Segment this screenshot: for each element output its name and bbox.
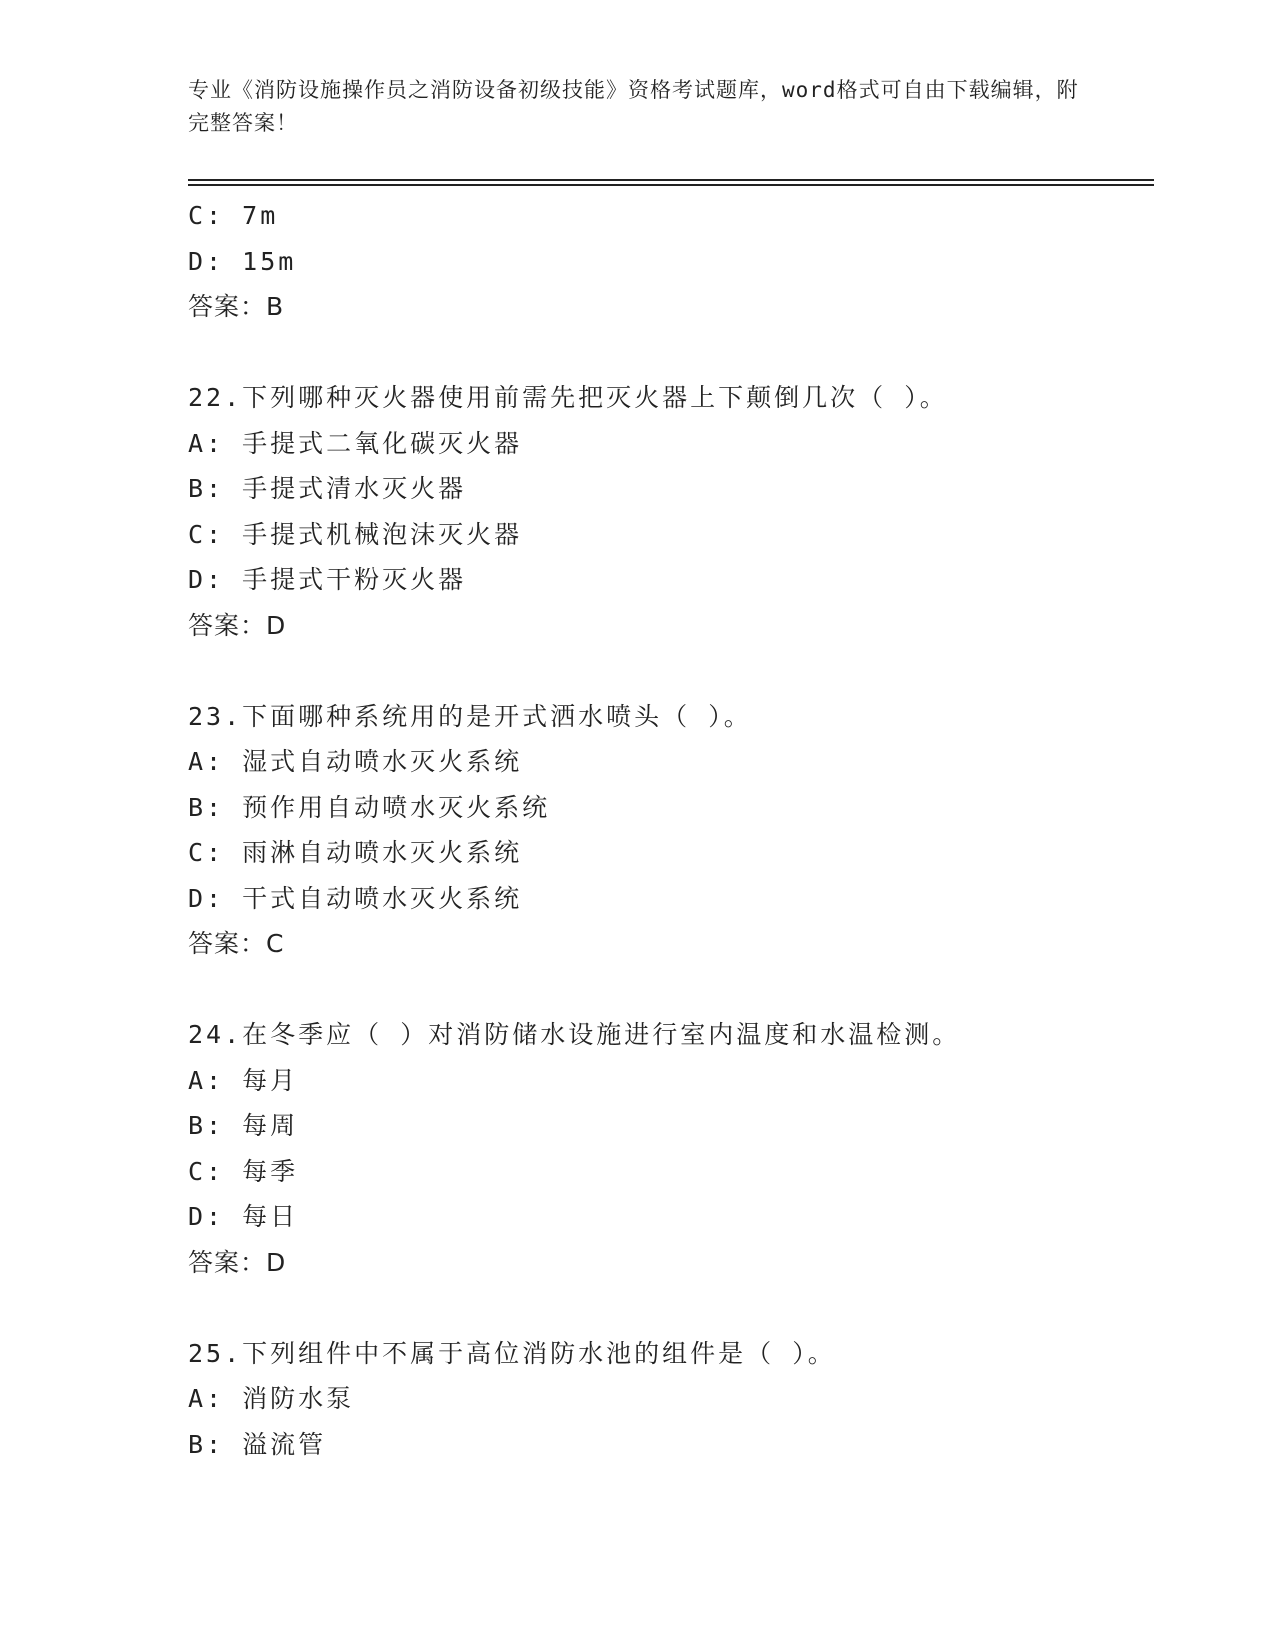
header-rule-bottom [188,184,1154,186]
question-text: 23.下面哪种系统用的是开式洒水喷头（ ）。 [188,701,752,731]
answer-line: 答案：C [188,929,285,958]
answer-line: 答案：D [188,610,287,640]
question-text: 22.下列哪种灭火器使用前需先把灭火器上下颠倒几次（ ）。 [188,383,948,412]
option-a: A: 每月 [188,1065,299,1095]
answer-line: 答案：B [188,292,285,321]
option-d: D: 15m [188,246,297,276]
question-block [188,375,1154,648]
option-c: C: 雨淋自动喷水灭火系统 [188,838,523,867]
option-b: B: 手提式清水灭火器 [188,474,467,503]
option-c: C: 每季 [188,1156,299,1186]
document-header: 专业《消防设施操作员之消防设备初级技能》资格考试题库，word格式可自由下载编辑，附完整答案！ [188,78,1079,135]
question-text: 25.下列组件中不属于高位消防水池的组件是（ ）。 [188,1338,836,1368]
option-c: C: 7m [188,201,279,230]
option-d: D: 每日 [188,1202,299,1231]
question-text: 24.在冬季应（ ）对消防储水设施进行室内温度和水温检测。 [188,1020,961,1049]
option-b: B: 溢流管 [188,1429,327,1459]
option-d: D: 手提式干粉灭火器 [188,565,467,594]
answer-line: 答案：D [188,1247,287,1277]
question-list [188,193,1154,1467]
question-block [188,193,1154,330]
question-block [188,694,1154,967]
header-rule-top [188,179,1154,181]
option-d: D: 干式自动喷水灭火系统 [188,883,523,913]
option-a: A: 消防水泵 [188,1384,355,1413]
question-block [188,1331,1154,1468]
option-b: B: 预作用自动喷水灭火系统 [188,792,551,822]
question-block [188,1012,1154,1285]
option-a: A: 湿式自动喷水灭火系统 [188,747,523,776]
option-c: C: 手提式机械泡沫灭火器 [188,519,523,549]
option-b: B: 每周 [188,1111,299,1140]
option-a: A: 手提式二氧化碳灭火器 [188,428,523,458]
